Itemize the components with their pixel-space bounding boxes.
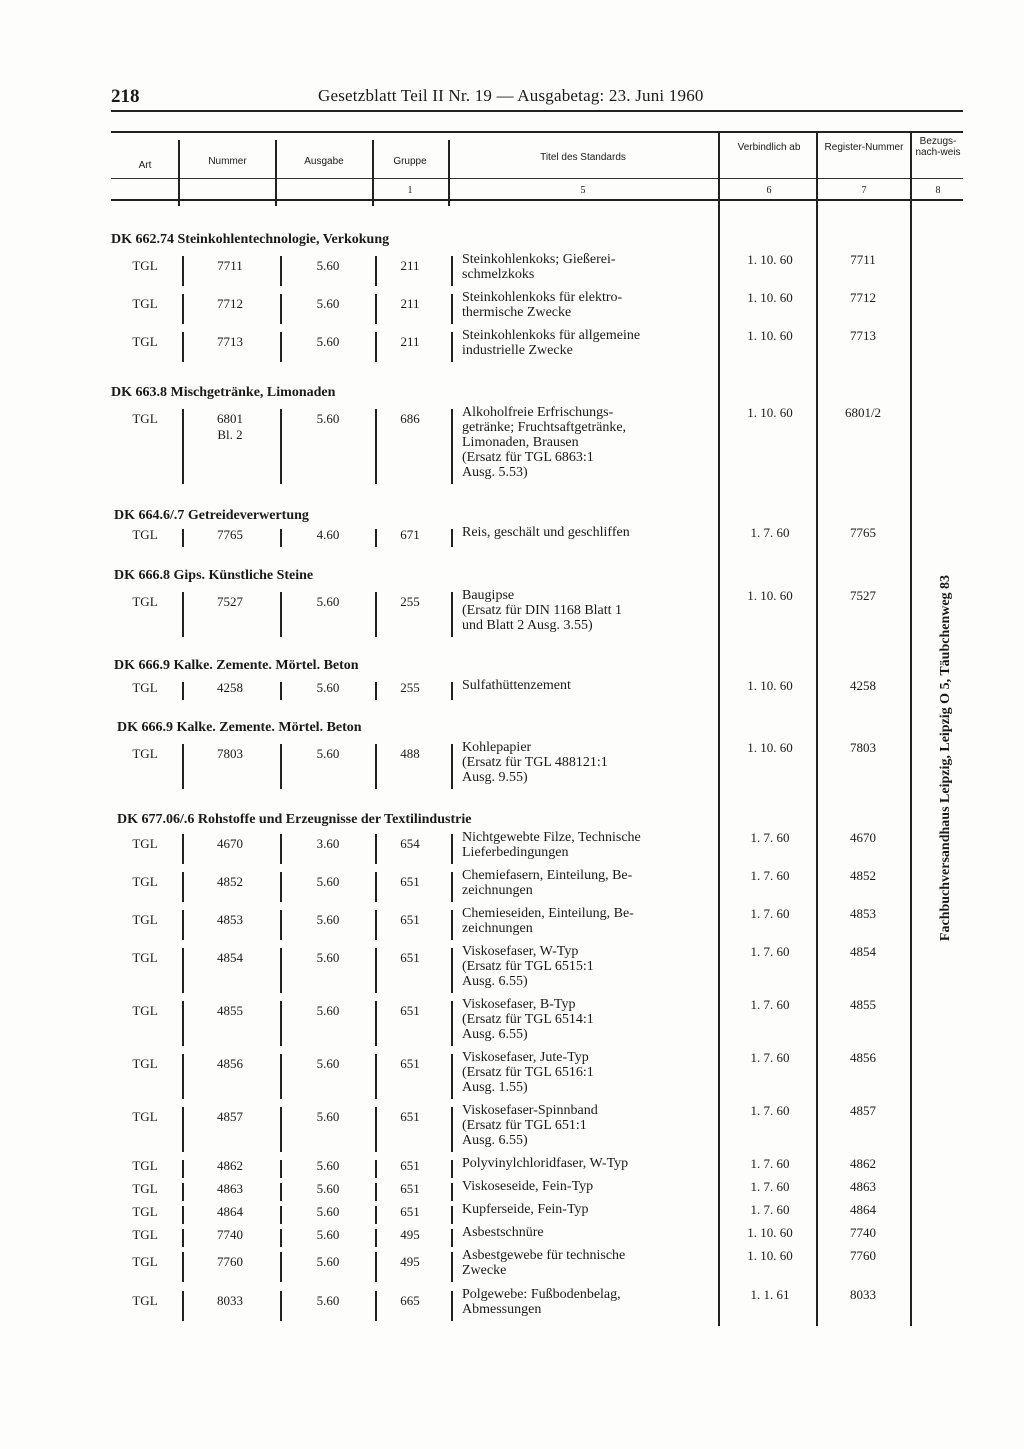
row-col-separator (280, 1160, 282, 1178)
binding-date-cell: 1. 7. 60 (750, 830, 790, 845)
row-col-separator (182, 1054, 184, 1099)
table-top-rule (111, 131, 963, 133)
art-cell: TGL (132, 912, 158, 927)
number-cell: 4864 (217, 1204, 243, 1219)
row-col-separator (280, 332, 282, 362)
number-cell: 7803 (217, 746, 243, 761)
row-col-separator (451, 1001, 453, 1046)
group-cell: 255 (400, 680, 420, 695)
section-heading: DK 677.06/.6 Rohstoffe und Erzeugnisse der Textilindustrie (117, 812, 472, 827)
section-heading: DK 666.9 Kalke. Zemente. Mörtel. Beton (117, 720, 362, 735)
row-col-separator (451, 872, 453, 902)
row-col-separator (280, 1054, 282, 1099)
row-col-separator (280, 682, 282, 700)
standard-title-cell: Viskosefaser, W-Typ (Ersatz für TGL 6515:1 Ausg. 6.55) (462, 944, 594, 989)
row-col-separator (451, 332, 453, 362)
col-header-titel: Titel des Standards (540, 152, 626, 163)
binding-date-cell: 1. 10. 60 (747, 740, 793, 755)
number-cell: 7713 (217, 334, 243, 349)
row-col-separator (451, 682, 453, 700)
number-cell: 4258 (217, 680, 243, 695)
row-col-separator (451, 1206, 453, 1224)
register-number-cell: 7712 (850, 290, 876, 305)
standard-title-cell: Kupferseide, Fein-Typ (462, 1202, 589, 1217)
number-cell: 4670 (217, 836, 243, 851)
row-col-separator (375, 834, 377, 864)
standard-title-cell: Polyvinylchloridfaser, W-Typ (462, 1156, 629, 1171)
row-col-separator (375, 1206, 377, 1224)
row-col-separator (280, 529, 282, 547)
binding-date-cell: 1. 10. 60 (747, 328, 793, 343)
binding-date-cell: 1. 10. 60 (747, 290, 793, 305)
edition-cell: 5.60 (316, 1003, 340, 1018)
group-cell: 211 (400, 258, 420, 273)
side-text-container (933, 530, 959, 985)
standard-title-cell: Asbestschnüre (462, 1225, 544, 1240)
standard-title-cell: Viskosefaser-Spinnband (Ersatz für TGL 651:1 Ausg. 6.55) (462, 1103, 598, 1148)
number-sheet-cell: Bl. 2 (217, 427, 243, 442)
binding-date-cell: 1. 7. 60 (750, 1156, 790, 1171)
row-col-separator (451, 834, 453, 864)
row-col-separator (375, 872, 377, 902)
col-header-nummer: Nummer (208, 156, 247, 167)
edition-cell: 5.60 (316, 912, 340, 927)
standard-title-cell: Alkoholfreie Erfrischungs- getränke; Fruchtsaftgetränke, Limonaden, Brausen (Ersatz für TGL 6863:1 Ausg. 5.53) (462, 405, 627, 480)
row-col-separator (280, 1206, 282, 1224)
col-sep-verbindlich (718, 131, 720, 1326)
col-header-verbindlich: Verbindlich ab (737, 142, 801, 153)
col-sep-bezug (910, 131, 912, 1326)
binding-date-cell: 1. 10. 60 (747, 1248, 793, 1263)
row-col-separator (375, 294, 377, 324)
col-number-gruppe: 1 (407, 185, 413, 196)
row-col-separator (182, 1252, 184, 1282)
row-col-separator (451, 1291, 453, 1321)
number-cell: 7712 (217, 296, 243, 311)
register-number-cell: 7527 (850, 588, 876, 603)
row-col-separator (451, 1252, 453, 1282)
edition-cell: 5.60 (316, 1158, 340, 1173)
row-col-separator (182, 910, 184, 940)
number-cell: 4862 (217, 1158, 243, 1173)
row-col-separator (451, 948, 453, 993)
row-col-separator (451, 1107, 453, 1152)
row-col-separator (451, 1160, 453, 1178)
standard-title-cell: Chemieseiden, Einteilung, Be- zeichnungen (462, 906, 634, 936)
register-number-cell: 4856 (850, 1050, 876, 1065)
row-col-separator (182, 834, 184, 864)
art-cell: TGL (132, 411, 158, 426)
art-cell: TGL (132, 836, 158, 851)
row-col-separator (451, 910, 453, 940)
row-col-separator (375, 682, 377, 700)
register-number-cell: 7760 (850, 1248, 876, 1263)
edition-cell: 5.60 (316, 874, 340, 889)
binding-date-cell: 1. 10. 60 (747, 1225, 793, 1240)
header-mid-rule (111, 178, 963, 179)
group-cell: 495 (400, 1254, 420, 1269)
register-number-cell: 4862 (850, 1156, 876, 1171)
standard-title-cell: Kohlepapier (Ersatz für TGL 488121:1 Ausg. 9.55) (462, 740, 608, 785)
register-number-cell: 4670 (850, 830, 876, 845)
number-cell: 7765 (217, 527, 243, 542)
row-col-separator (375, 744, 377, 789)
row-col-separator (182, 529, 184, 547)
number-cell: 4853 (217, 912, 243, 927)
art-cell: TGL (132, 1003, 158, 1018)
col-sep (178, 140, 180, 206)
binding-date-cell: 1. 7. 60 (750, 868, 790, 883)
row-col-separator (280, 1252, 282, 1282)
standard-title-cell: Steinkohlenkoks für elektro- thermische Zwecke (462, 290, 623, 320)
side-text: Fachbuchversandhaus Leipzig, Leipzig O 5, Täubchenweg 83 (938, 574, 953, 941)
group-cell: 651 (400, 1158, 420, 1173)
register-number-cell: 4258 (850, 678, 876, 693)
art-cell: TGL (132, 680, 158, 695)
row-col-separator (280, 592, 282, 637)
binding-date-cell: 1. 7. 60 (750, 525, 790, 540)
row-col-separator (280, 834, 282, 864)
edition-cell: 5.60 (316, 1181, 340, 1196)
register-number-cell: 6801/2 (844, 405, 882, 420)
col-number-register: 7 (861, 185, 867, 196)
col-header-art: Art (138, 160, 152, 171)
register-number-cell: 7765 (850, 525, 876, 540)
row-col-separator (182, 1107, 184, 1152)
register-number-cell: 7740 (850, 1225, 876, 1240)
col-number-verbindlich: 6 (766, 185, 772, 196)
row-col-separator (182, 1001, 184, 1046)
standard-title-cell: Reis, geschält und geschliffen (462, 525, 630, 540)
number-cell: 4855 (217, 1003, 243, 1018)
binding-date-cell: 1. 7. 60 (750, 1103, 790, 1118)
art-cell: TGL (132, 1109, 158, 1124)
group-cell: 651 (400, 1003, 420, 1018)
binding-date-cell: 1. 10. 60 (747, 678, 793, 693)
row-col-separator (182, 294, 184, 324)
standard-title-cell: Asbestgewebe für technische Zwecke (462, 1248, 626, 1278)
row-col-separator (375, 592, 377, 637)
edition-cell: 5.60 (316, 680, 340, 695)
binding-date-cell: 1. 10. 60 (747, 588, 793, 603)
col-number-bezug: 8 (935, 185, 941, 196)
standard-title-cell: Steinkohlenkoks; Gießerei- schmelzkoks (462, 252, 616, 282)
group-cell: 211 (400, 296, 420, 311)
group-cell: 651 (400, 1181, 420, 1196)
row-col-separator (182, 948, 184, 993)
number-cell: 7711 (217, 258, 243, 273)
group-cell: 651 (400, 950, 420, 965)
group-cell: 651 (400, 1056, 420, 1071)
art-cell: TGL (132, 527, 158, 542)
row-col-separator (182, 256, 184, 286)
row-col-separator (280, 1107, 282, 1152)
art-cell: TGL (132, 950, 158, 965)
col-header-register: Register-Nummer (824, 142, 904, 153)
edition-cell: 5.60 (316, 334, 340, 349)
row-col-separator (375, 910, 377, 940)
row-col-separator (182, 1160, 184, 1178)
section-heading: DK 666.8 Gips. Künstliche Steine (114, 568, 314, 583)
row-col-separator (451, 1183, 453, 1201)
row-col-separator (182, 872, 184, 902)
row-col-separator (451, 744, 453, 789)
row-col-separator (451, 1229, 453, 1247)
art-cell: TGL (132, 1254, 158, 1269)
row-col-separator (280, 744, 282, 789)
standard-title-cell: Sulfathüttenzement (462, 678, 571, 693)
row-col-separator (451, 409, 453, 484)
row-col-separator (280, 948, 282, 993)
standard-title-cell: Polgewebe: Fußbodenbelag, Abmessungen (462, 1287, 621, 1317)
binding-date-cell: 1. 1. 61 (750, 1287, 790, 1302)
art-cell: TGL (132, 1181, 158, 1196)
row-col-separator (375, 1054, 377, 1099)
register-number-cell: 4857 (850, 1103, 876, 1118)
row-col-separator (280, 1001, 282, 1046)
group-cell: 651 (400, 1109, 420, 1124)
row-col-separator (375, 1001, 377, 1046)
binding-date-cell: 1. 7. 60 (750, 906, 790, 921)
edition-cell: 5.60 (316, 950, 340, 965)
row-col-separator (280, 1183, 282, 1201)
row-col-separator (375, 409, 377, 484)
row-col-separator (451, 529, 453, 547)
binding-date-cell: 1. 7. 60 (750, 1179, 790, 1194)
col-sep (275, 140, 277, 206)
row-col-separator (375, 1229, 377, 1247)
art-cell: TGL (132, 1293, 158, 1308)
edition-cell: 5.60 (316, 594, 340, 609)
row-col-separator (451, 1054, 453, 1099)
row-col-separator (182, 1183, 184, 1201)
number-cell: 4854 (217, 950, 243, 965)
number-cell: 7527 (217, 594, 243, 609)
edition-cell: 5.60 (316, 1109, 340, 1124)
art-cell: TGL (132, 594, 158, 609)
section-heading: DK 666.9 Kalke. Zemente. Mörtel. Beton (114, 658, 359, 673)
group-cell: 651 (400, 912, 420, 927)
row-col-separator (280, 872, 282, 902)
row-col-separator (280, 1291, 282, 1321)
number-cell: 4863 (217, 1181, 243, 1196)
art-cell: TGL (132, 1158, 158, 1173)
section-heading: DK 664.6/.7 Getreideverwertung (114, 508, 309, 523)
col-header-ausgabe: Ausgabe (304, 156, 344, 167)
row-col-separator (182, 592, 184, 637)
group-cell: 211 (400, 334, 420, 349)
number-cell: 4857 (217, 1109, 243, 1124)
row-col-separator (375, 256, 377, 286)
col-number-titel: 5 (580, 185, 586, 196)
edition-cell: 3.60 (316, 836, 340, 851)
group-cell: 671 (400, 527, 420, 542)
standard-title-cell: Chemiefasern, Einteilung, Be- zeichnungen (462, 868, 633, 898)
number-cell: 7760 (217, 1254, 243, 1269)
edition-cell: 5.60 (316, 1254, 340, 1269)
register-number-cell: 4854 (850, 944, 876, 959)
row-col-separator (182, 1291, 184, 1321)
art-cell: TGL (132, 1227, 158, 1242)
row-col-separator (451, 294, 453, 324)
row-col-separator (182, 409, 184, 484)
col-sep-register (816, 131, 818, 1326)
col-header-bezug: Bezugs-nach-weis (915, 136, 961, 158)
row-col-separator (280, 1229, 282, 1247)
row-col-separator (451, 592, 453, 637)
binding-date-cell: 1. 7. 60 (750, 1202, 790, 1217)
standard-title-cell: Steinkohlenkoks für allgemeine industrielle Zwecke (462, 328, 641, 358)
col-header-gruppe: Gruppe (393, 156, 427, 167)
header-bottom-rule (111, 199, 963, 201)
section-heading: DK 663.8 Mischgetränke, Limonaden (111, 385, 336, 400)
row-col-separator (280, 256, 282, 286)
register-number-cell: 7711 (850, 252, 876, 267)
register-number-cell: 4855 (850, 997, 876, 1012)
row-col-separator (375, 1291, 377, 1321)
art-cell: TGL (132, 334, 158, 349)
row-col-separator (280, 910, 282, 940)
binding-date-cell: 1. 10. 60 (747, 252, 793, 267)
register-number-cell: 4863 (850, 1179, 876, 1194)
binding-date-cell: 1. 7. 60 (750, 944, 790, 959)
col-sep (448, 140, 450, 206)
col-sep (372, 140, 374, 206)
binding-date-cell: 1. 7. 60 (750, 997, 790, 1012)
row-col-separator (375, 332, 377, 362)
row-col-separator (375, 1252, 377, 1282)
row-col-separator (375, 1183, 377, 1201)
page-title: Gesetzblatt Teil II Nr. 19 — Ausgabetag: 23. Juni 1960 (318, 86, 704, 105)
group-cell: 488 (400, 746, 420, 761)
row-col-separator (182, 332, 184, 362)
number-cell: 4852 (217, 874, 243, 889)
group-cell: 654 (400, 836, 420, 851)
group-cell: 255 (400, 594, 420, 609)
row-col-separator (375, 1107, 377, 1152)
edition-cell: 5.60 (316, 296, 340, 311)
row-col-separator (182, 1229, 184, 1247)
register-number-cell: 7803 (850, 740, 876, 755)
edition-cell: 5.60 (316, 1227, 340, 1242)
art-cell: TGL (132, 874, 158, 889)
edition-cell: 5.60 (316, 746, 340, 761)
standard-title-cell: Viskosefaser, B-Typ (Ersatz für TGL 6514:1 Ausg. 6.55) (462, 997, 594, 1042)
row-col-separator (280, 409, 282, 484)
row-col-separator (375, 529, 377, 547)
register-number-cell: 7713 (850, 328, 876, 343)
art-cell: TGL (132, 258, 158, 273)
group-cell: 651 (400, 1204, 420, 1219)
row-col-separator (451, 256, 453, 286)
edition-cell: 5.60 (316, 258, 340, 273)
standard-title-cell: Viskosefaser, Jute-Typ (Ersatz für TGL 6516:1 Ausg. 1.55) (462, 1050, 594, 1095)
edition-cell: 4.60 (316, 527, 340, 542)
row-col-separator (182, 744, 184, 789)
art-cell: TGL (132, 1056, 158, 1071)
binding-date-cell: 1. 7. 60 (750, 1050, 790, 1065)
number-cell: 4856 (217, 1056, 243, 1071)
row-col-separator (182, 682, 184, 700)
section-heading: DK 662.74 Steinkohlentechnologie, Verkokung (111, 232, 390, 247)
row-col-separator (375, 948, 377, 993)
art-cell: TGL (132, 746, 158, 761)
binding-date-cell: 1. 10. 60 (747, 405, 793, 420)
register-number-cell: 4853 (850, 906, 876, 921)
register-number-cell: 4864 (850, 1202, 876, 1217)
group-cell: 651 (400, 874, 420, 889)
standard-title-cell: Nichtgewebte Filze, Technische Lieferbedingungen (462, 830, 641, 860)
standard-title-cell: Baugipse (Ersatz für DIN 1168 Blatt 1 und Blatt 2 Ausg. 3.55) (462, 588, 623, 633)
art-cell: TGL (132, 1204, 158, 1219)
edition-cell: 5.60 (316, 1056, 340, 1071)
group-cell: 665 (400, 1293, 420, 1308)
header-rule (111, 110, 963, 112)
edition-cell: 5.60 (316, 1293, 340, 1308)
group-cell: 495 (400, 1227, 420, 1242)
edition-cell: 5.60 (316, 1204, 340, 1219)
number-cell: 7740 (217, 1227, 243, 1242)
register-number-cell: 8033 (850, 1287, 876, 1302)
page-number: 218 (111, 86, 140, 107)
row-col-separator (280, 294, 282, 324)
row-col-separator (375, 1160, 377, 1178)
standard-title-cell: Viskoseseide, Fein-Typ (462, 1179, 594, 1194)
number-cell: 6801 (217, 411, 243, 426)
art-cell: TGL (132, 296, 158, 311)
number-cell: 8033 (217, 1293, 243, 1308)
edition-cell: 5.60 (316, 411, 340, 426)
register-number-cell: 4852 (850, 868, 876, 883)
group-cell: 686 (400, 411, 420, 426)
row-col-separator (182, 1206, 184, 1224)
